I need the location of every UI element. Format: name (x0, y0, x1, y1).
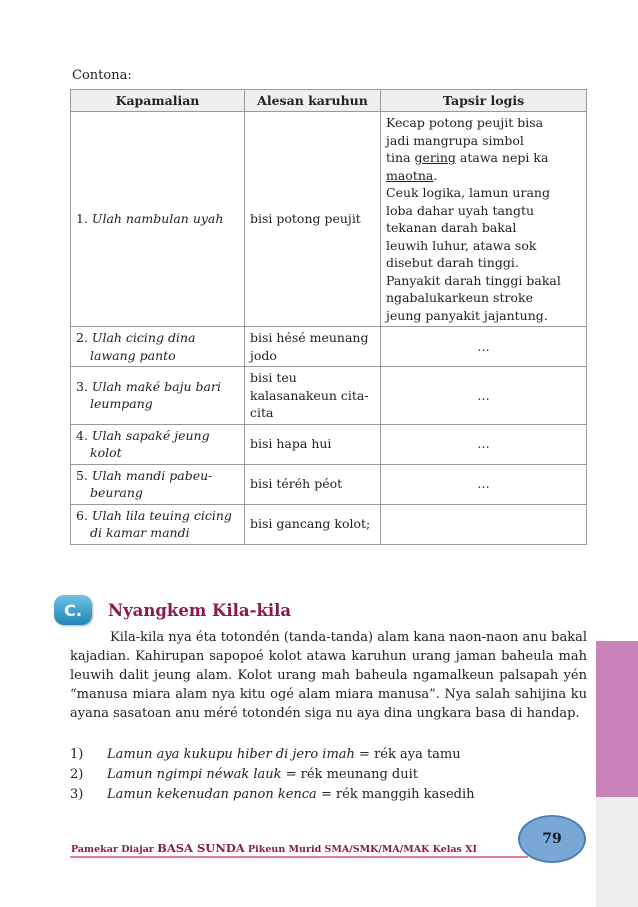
cell-kapamalian: 4. Ulah sapaké jeung kolot (71, 424, 245, 464)
section-heading (54, 595, 291, 625)
cell-alesan: bisi téréh péot (245, 464, 381, 504)
side-gray-bar (596, 797, 638, 907)
list-item: 3) Lamun kekenudan panon kenca = rék manggih kasedih (70, 787, 475, 802)
cell-alesan: bisi hapa hui (245, 424, 381, 464)
table-row (71, 112, 587, 327)
cell-kapamalian: 3. Ulah maké baju bari leumpang (71, 367, 245, 425)
section-badge: C. (54, 595, 92, 625)
table-row (71, 424, 587, 464)
table-header-row (71, 90, 587, 112)
cell-tapsir: Kecap potong peujit bisa jadi mangrupa simbol tina gering atawa nepi ka maotna. Ceuk logika, lamun urang loba dahar uyah tangtu tekanan darah bakal leuwih luhur, atawa sok disebut darah tinggi. Panyakit darah tinggi bakal ngabalukarkeun stroke jeung panyakit jajantung. (381, 112, 587, 327)
cell-tapsir (381, 504, 587, 544)
table-row (71, 327, 587, 367)
kapamalian-table (70, 89, 587, 545)
footer-divider (70, 856, 528, 858)
footer-book-title: Pamekar Diajar BASA SUNDA Pikeun Murid SMA/SMK/MA/MAK Kelas XI (71, 841, 477, 855)
page-number: 79 (518, 815, 586, 863)
cell-kapamalian: 5. Ulah mandi pabeu-beurang (71, 464, 245, 504)
cell-tapsir: … (381, 327, 587, 367)
contona-label: Contona: (72, 68, 132, 83)
cell-tapsir: … (381, 424, 587, 464)
cell-alesan: bisi teu kalasanakeun cita-cita (245, 367, 381, 425)
header-kapamalian: Kapamalian (71, 90, 245, 112)
list-item: 1) Lamun aya kukupu hiber di jero imah = rék aya tamu (70, 747, 461, 762)
cell-alesan: bisi gancang kolot; (245, 504, 381, 544)
section-paragraph: Kila-kila nya éta totondén (tanda-tanda) alam kana naon-naon anu bakal kajadian. Kahirupan sapopoé kolot atawa karuhun urang jaman baheula mah leuwih dalit jeung alam. Kolot urang mah baheula ngamalkeun palsapah yén “manusa miara alam nya kitu ogé alam miara manusa”. Nya salah sahijina ku ayana sasatoan anu méré totondén siga nu aya dina ungkara basa di handap. (70, 630, 587, 721)
table-row (71, 367, 587, 425)
table-row (71, 464, 587, 504)
side-color-bar (596, 641, 638, 797)
header-alesan: Alesan karuhun (245, 90, 381, 112)
header-tapsir: Tapsir logis (381, 90, 587, 112)
cell-alesan: bisi potong peujit (245, 112, 381, 327)
cell-kapamalian: 1. Ulah nambulan uyah (71, 112, 245, 327)
kila-kila-list (70, 745, 590, 805)
cell-alesan: bisi hésé meunang jodo (245, 327, 381, 367)
cell-tapsir: … (381, 464, 587, 504)
underlined-word: gering (414, 150, 456, 165)
cell-kapamalian: 6. Ulah lila teuing cicing di kamar mandi (71, 504, 245, 544)
list-item: 2) Lamun ngimpi néwak lauk = rék meunang duit (70, 767, 418, 782)
cell-tapsir: … (381, 367, 587, 425)
cell-kapamalian: 2. Ulah cicing dina lawang panto (71, 327, 245, 367)
section-title: Nyangkem Kila-kila (108, 600, 292, 620)
underlined-word: maotna (386, 167, 434, 183)
table-row (71, 504, 587, 544)
